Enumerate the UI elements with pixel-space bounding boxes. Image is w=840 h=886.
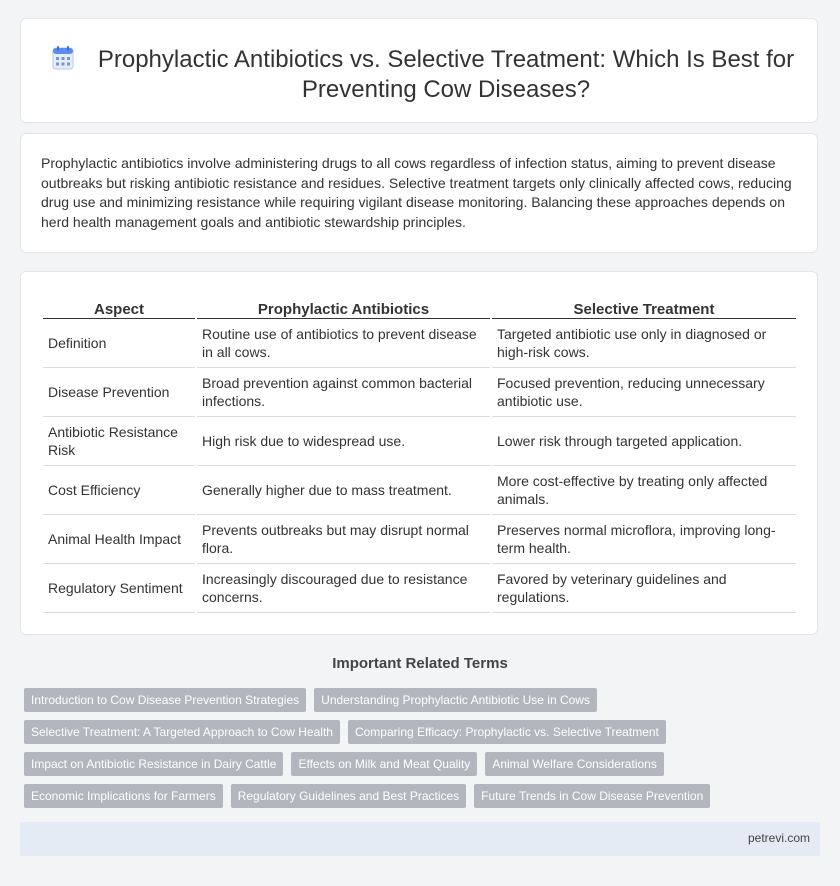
related-term-tag[interactable]: Animal Welfare Considerations: [485, 752, 664, 776]
cell-selective: Favored by veterinary guidelines and regulations.: [492, 564, 796, 613]
comparison-card: [20, 271, 818, 635]
cell-aspect: Definition: [43, 319, 195, 368]
cell-selective: Focused prevention, reducing unnecessary antibiotic use.: [492, 368, 796, 417]
related-term-tag[interactable]: Comparing Efficacy: Prophylactic vs. Selective Treatment: [348, 720, 666, 744]
cell-prophylactic: Generally higher due to mass treatment.: [197, 466, 490, 515]
cell-prophylactic: Increasingly discouraged due to resistance concerns.: [197, 564, 490, 613]
footer-site-link[interactable]: petrevi.com: [747, 831, 810, 845]
related-terms-heading: Important Related Terms: [332, 655, 508, 672]
tag-row: [24, 752, 824, 776]
cell-prophylactic: Broad prevention against common bacterial infections.: [197, 368, 490, 417]
related-term-tag[interactable]: Impact on Antibiotic Resistance in Dairy Cattle: [24, 752, 283, 776]
cell-aspect: Antibiotic Resistance Risk: [43, 417, 195, 466]
cell-aspect: Animal Health Impact: [43, 515, 195, 564]
cell-selective: Targeted antibiotic use only in diagnosed or high-risk cows.: [492, 319, 796, 368]
header-card: [20, 18, 818, 123]
related-term-tag[interactable]: Understanding Prophylactic Antibiotic Use in Cows: [314, 688, 597, 712]
related-terms-list: [24, 688, 824, 816]
tag-row: [24, 688, 824, 712]
cell-prophylactic: Routine use of antibiotics to prevent disease in all cows.: [197, 319, 490, 368]
cell-aspect: Cost Efficiency: [43, 466, 195, 515]
related-term-tag[interactable]: Introduction to Cow Disease Prevention Strategies: [24, 688, 306, 712]
related-term-tag[interactable]: Selective Treatment: A Targeted Approach to Cow Health: [24, 720, 340, 744]
header-selective: Selective Treatment: [492, 294, 796, 319]
cell-selective: Lower risk through targeted application.: [492, 417, 796, 466]
cell-selective: More cost-effective by treating only affected animals.: [492, 466, 796, 515]
related-term-tag[interactable]: Regulatory Guidelines and Best Practices: [231, 784, 466, 808]
related-term-tag[interactable]: Future Trends in Cow Disease Prevention: [474, 784, 710, 808]
table-row: [43, 515, 796, 564]
table-row: [43, 564, 796, 613]
cell-prophylactic: High risk due to widespread use.: [197, 417, 490, 466]
table-row: [43, 417, 796, 466]
summary-card: [20, 133, 818, 253]
tag-row: [24, 720, 824, 744]
table-row: [43, 368, 796, 417]
related-term-tag[interactable]: Economic Implications for Farmers: [24, 784, 223, 808]
table-header-row: [43, 294, 796, 319]
header-prophylactic: Prophylactic Antibiotics: [197, 294, 490, 319]
footer: [20, 822, 820, 856]
cell-prophylactic: Prevents outbreaks but may disrupt normal flora.: [197, 515, 490, 564]
title-row: [51, 45, 807, 105]
page-title: Prophylactic Antibiotics vs. Selective Treatment: Which Is Best for Preventing Cow Diseases?: [97, 46, 795, 103]
table-row: [43, 319, 796, 368]
tag-row: [24, 784, 824, 808]
table-row: [43, 466, 796, 515]
comparison-table: [41, 294, 798, 613]
calendar-icon: [51, 45, 75, 71]
header-aspect: Aspect: [43, 294, 195, 319]
cell-aspect: Disease Prevention: [43, 368, 195, 417]
cell-selective: Preserves normal microflora, improving long-term health.: [492, 515, 796, 564]
related-term-tag[interactable]: Effects on Milk and Meat Quality: [291, 752, 477, 776]
cell-aspect: Regulatory Sentiment: [43, 564, 195, 613]
summary-paragraph: Prophylactic antibiotics involve administering drugs to all cows regardless of infection status, aiming to prevent disease outbreaks but risking antibiotic resistance and residues. Selective treatment targets only clinically affected cows, reducing drug use and minimizing resistance while requiring vigilant disease monitoring. Balancing these approaches depends on herd health management goals and antibiotic stewardship principles.: [41, 155, 792, 230]
